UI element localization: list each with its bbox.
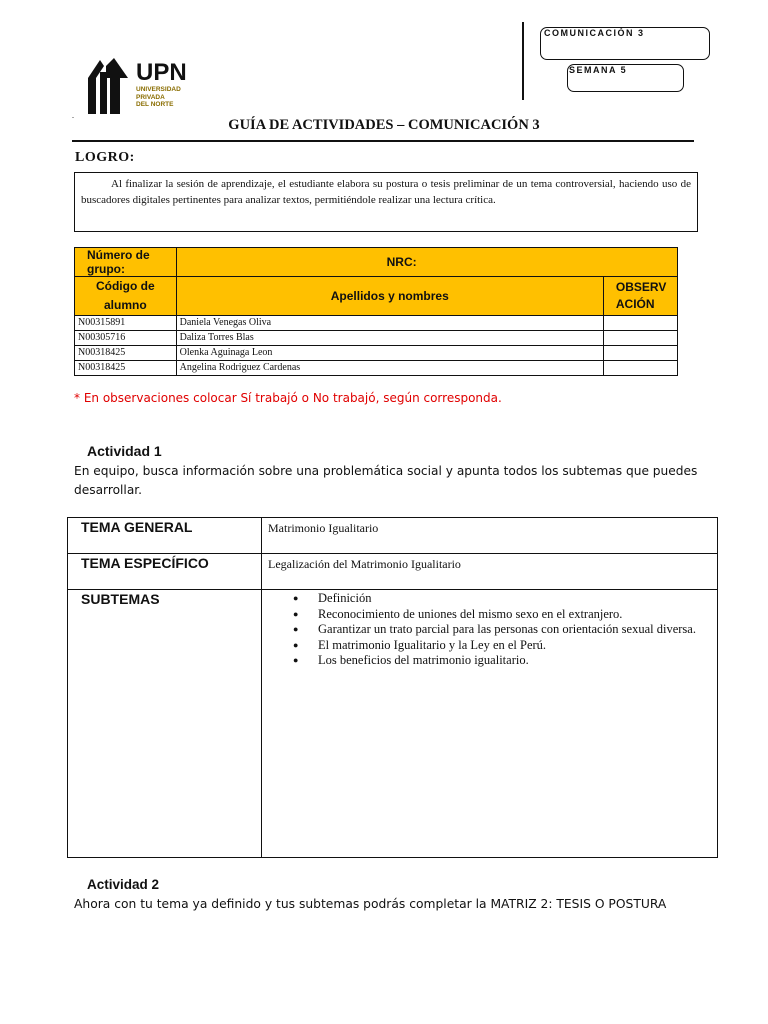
student-code: N00315891 <box>75 316 177 331</box>
student-name: Daniela Venegas Oliva <box>176 316 603 331</box>
nrc-label: NRC: <box>176 248 677 277</box>
upn-arrow-icon <box>84 58 134 116</box>
course-box <box>540 27 710 60</box>
group-number-label: Número de grupo: <box>75 248 177 277</box>
specific-topic-label: TEMA ESPECÍFICO <box>68 554 262 590</box>
col-name-header: Apellidos y nombres <box>176 277 603 316</box>
logo-sub-1: UNIVERSIDAD <box>136 86 181 93</box>
specific-topic-row <box>68 554 718 590</box>
general-topic-row <box>68 518 718 554</box>
subtopics-label: SUBTEMAS <box>68 590 262 858</box>
student-name: Daliza Torres Blas <box>176 331 603 346</box>
list-item: ● Garantizar un trato parcial para las personas con orientación sexual diversa. <box>318 622 713 638</box>
table-row <box>75 346 678 361</box>
logro-text: Al finalizar la sesión de aprendizaje, el estudiante elabora su postura o tesis preliminar de un tema controversial, haciendo uso de buscadores digitales pertinentes para analizar textos, permitiéndole realizar una lectura crítica. <box>74 172 698 232</box>
general-topic-value: Matrimonio Igualitario <box>262 518 718 554</box>
list-item: ● Los beneficios del matrimonio igualitario. <box>318 653 713 669</box>
header-divider <box>522 22 524 100</box>
student-name: Olenka Aguinaga Leon <box>176 346 603 361</box>
table-row <box>75 331 678 346</box>
col-obs-header: OBSERVACIÓN <box>603 277 677 316</box>
student-obs <box>603 361 677 376</box>
group-table <box>74 247 678 376</box>
logo-sub-3: DEL NORTE <box>136 101 174 108</box>
logo-sub-2: PRIVADA <box>136 93 165 101</box>
topic-table <box>67 517 718 858</box>
week-label: SEMANA 5 <box>569 65 628 75</box>
list-item: ● Definición <box>318 591 713 607</box>
subtopics-cell <box>262 590 718 858</box>
student-obs <box>603 331 677 346</box>
table-row <box>75 316 678 331</box>
logro-heading: LOGRO: <box>75 150 135 165</box>
activity-1-heading: Actividad 1 <box>87 443 162 459</box>
logo-name: UPN <box>136 59 187 86</box>
list-item: ● Reconocimiento de uniones del mismo sexo en el extranjero. <box>318 607 713 623</box>
activity-2-heading: Actividad 2 <box>87 877 160 892</box>
subtopics-row <box>68 590 718 858</box>
student-name: Angelina Rodriguez Cardenas <box>176 361 603 376</box>
document-title: GUÍA DE ACTIVIDADES – COMUNICACIÓN 3 <box>228 117 540 133</box>
activity-1-text: En equipo, busca información sobre una problemática social y apunta todos los subtemas que puedes desarrollar. <box>74 464 698 497</box>
student-code: N00305716 <box>75 331 177 346</box>
upn-logo <box>84 58 194 118</box>
stray-dot: . <box>72 111 74 120</box>
specific-topic-value: Legalización del Matrimonio Igualitario <box>262 554 718 590</box>
course-label: COMUNICACIÓN 3 <box>544 28 645 38</box>
table-row <box>75 361 678 376</box>
column-header-row <box>75 277 678 316</box>
student-code: N00318425 <box>75 346 177 361</box>
title-rule <box>72 140 694 142</box>
activity-2-text: Ahora con tu tema ya definido y tus subtemas podrás completar la MATRIZ 2: TESIS O POSTURA <box>74 897 667 911</box>
general-topic-label: TEMA GENERAL <box>68 518 262 554</box>
list-item: ● El matrimonio Igualitario y la Ley en el Perú. <box>318 638 713 654</box>
student-code: N00318425 <box>75 361 177 376</box>
group-header-row <box>75 248 678 277</box>
week-box <box>567 64 684 92</box>
col-code-header: Código de alumno <box>75 277 177 316</box>
student-obs <box>603 316 677 331</box>
student-obs <box>603 346 677 361</box>
observation-note: * En observaciones colocar Sí trabajó o No trabajó, según corresponda. <box>74 391 502 405</box>
subtopics-list <box>268 591 713 669</box>
